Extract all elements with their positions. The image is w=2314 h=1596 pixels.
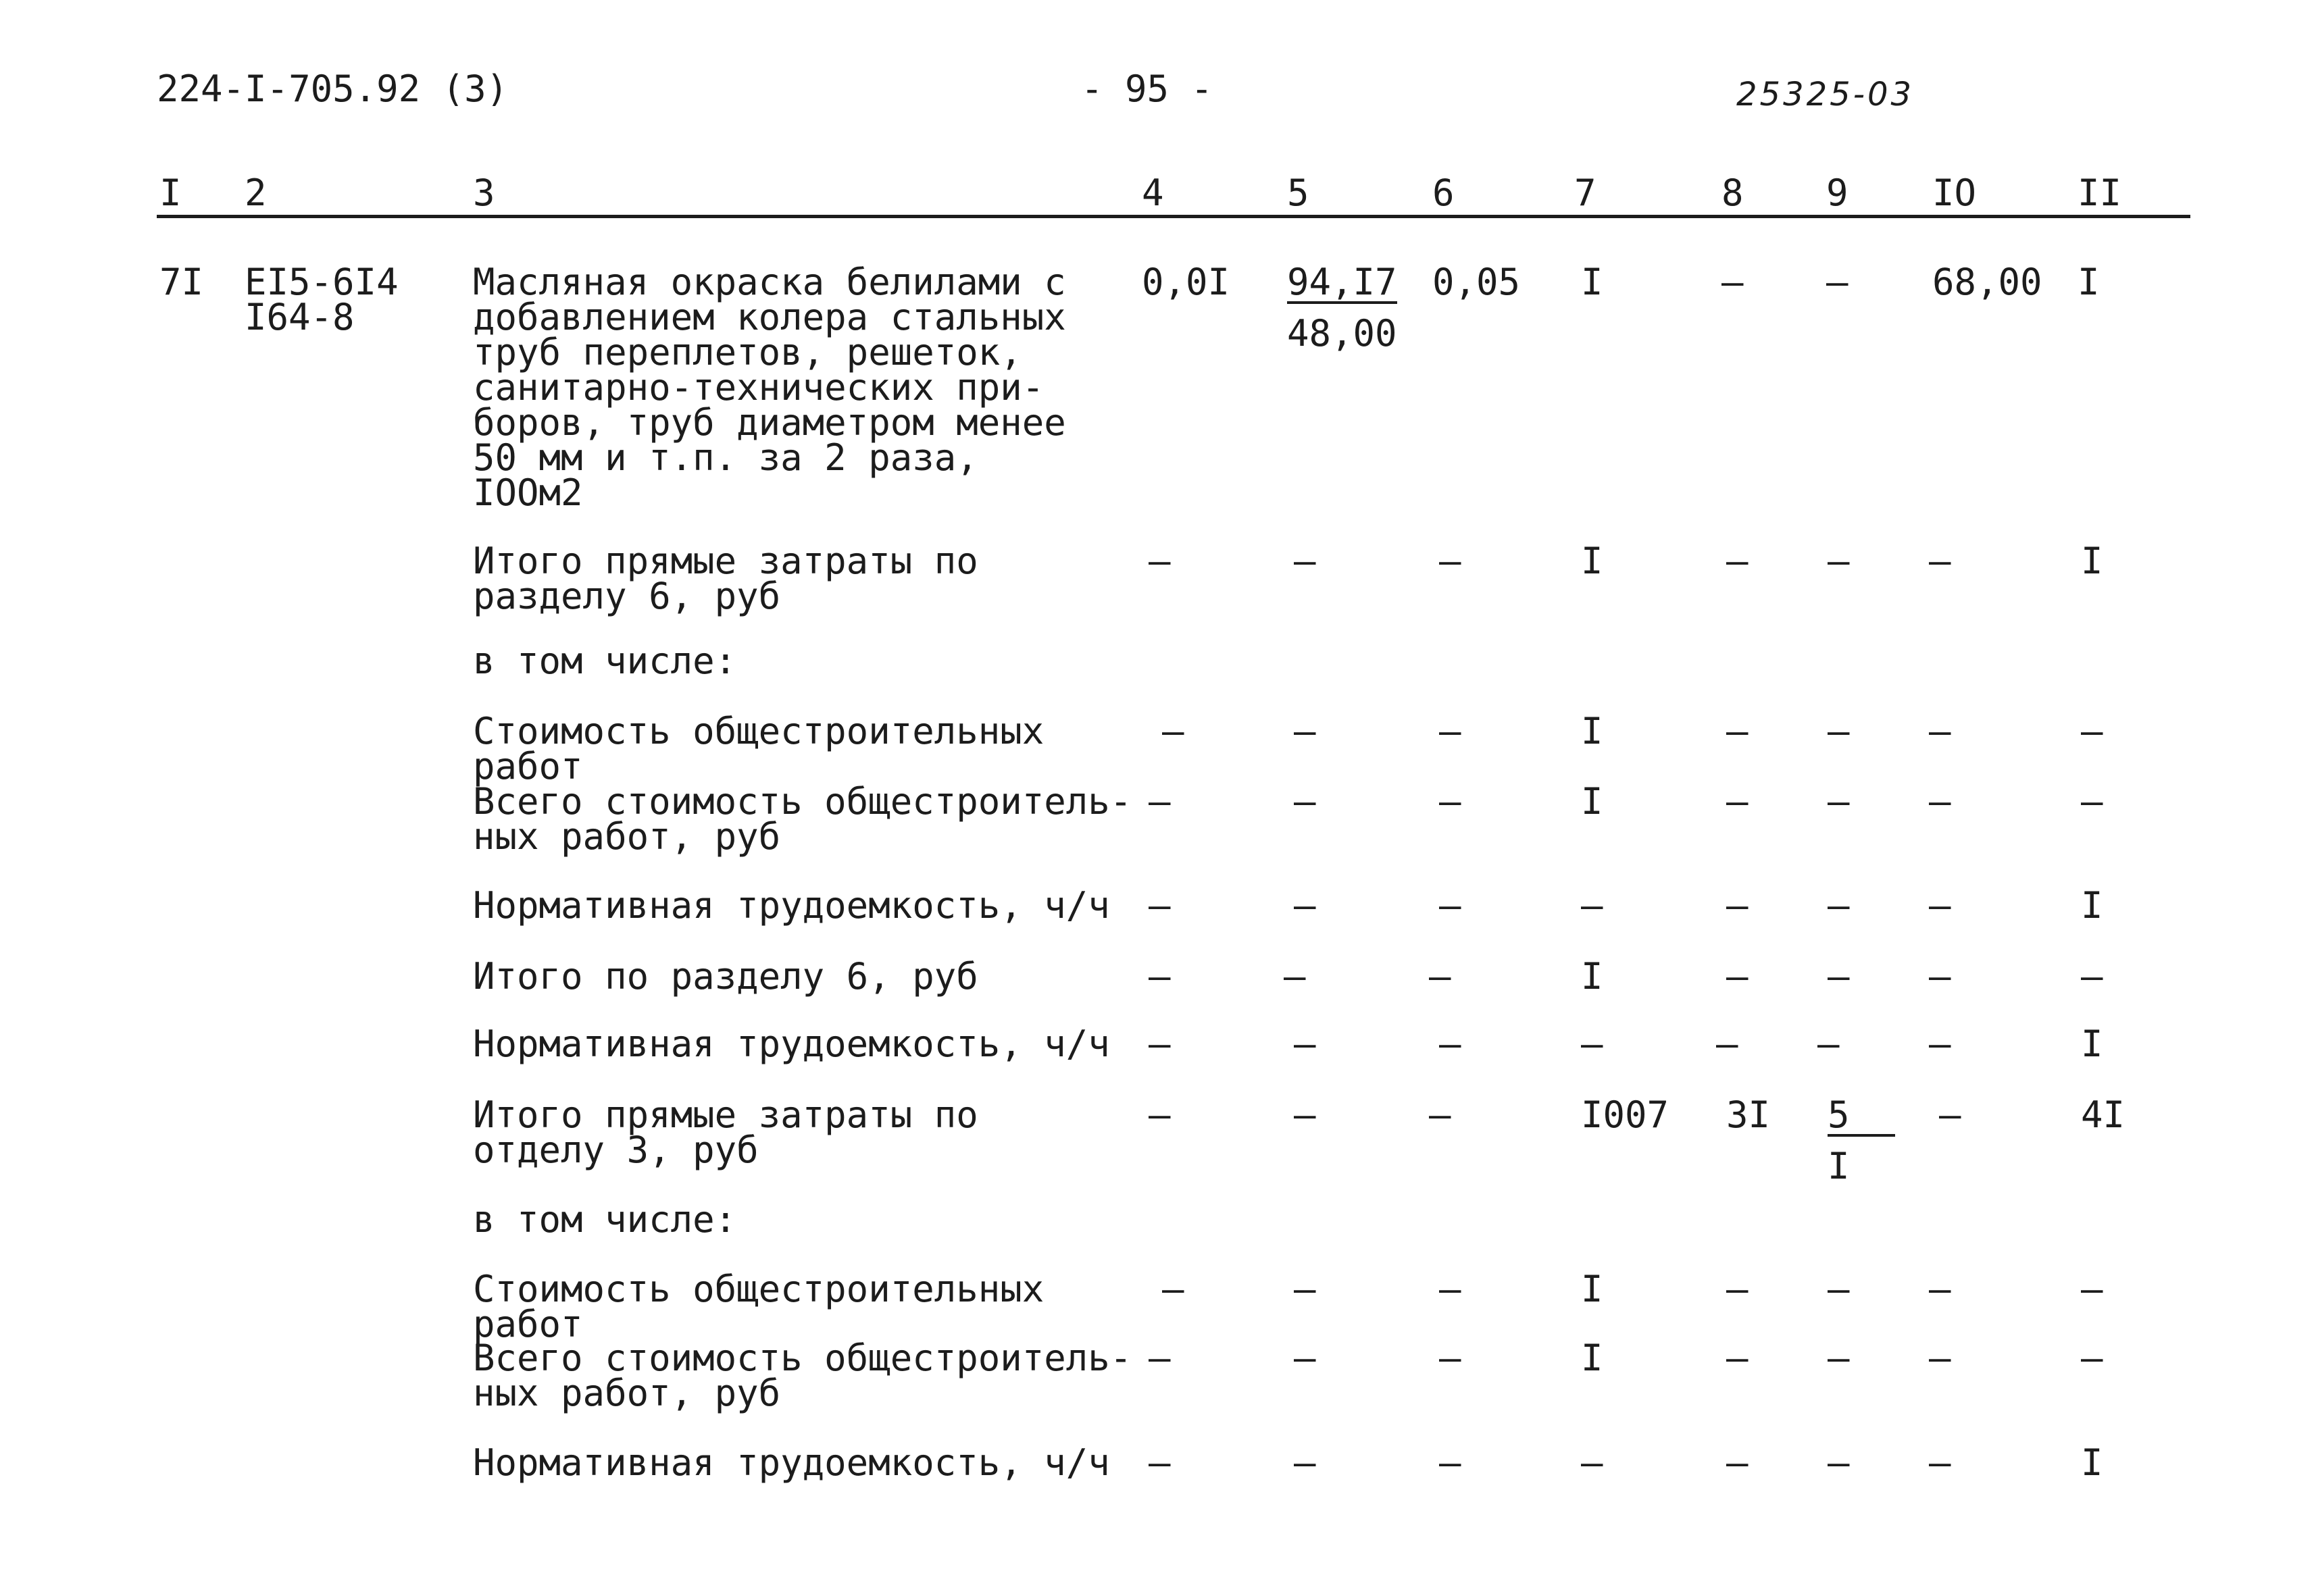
cell-c7: – [1581,884,1603,927]
cell-c8: – [1716,1023,1738,1065]
cell-c10: – [1929,1337,1951,1379]
cell-c8: 3I [1726,1093,1771,1136]
cell-c11: I [2078,261,2100,303]
row-subheading: в том числе: [473,640,737,682]
column-header-6: 6 [1432,172,1455,214]
row-description: Нормативная трудоемкость, ч/ч [473,884,1110,927]
cell-c5: – [1294,710,1316,752]
cell-c8: – [1726,540,1749,582]
cell-c9: – [1828,1268,1850,1310]
cell-c4: – [1149,1093,1171,1136]
cell-c6: – [1439,1023,1461,1065]
cell-c6: – [1439,1337,1461,1379]
row-subheading: в том числе: [473,1198,737,1241]
cell-c4: – [1149,540,1171,582]
cell-c5: – [1294,1093,1316,1136]
page-number: - 95 - [1081,68,1213,110]
cell-c6: – [1429,955,1451,998]
cell-c8: – [1726,710,1749,752]
cell-c8: – [1721,261,1744,303]
cell-c9: – [1828,710,1850,752]
cell-c5: – [1294,780,1316,823]
cell-c5-denominator: 48,00 [1287,312,1397,355]
row-description: Масляная окраска белилами с добавлением колера стальных труб переплетов, решеток, санитарно-технических при- боров, труб диаметром менее 50 мм и т.п. за 2 раза, IOOм2 [473,261,1066,514]
cell-c8: – [1726,955,1749,998]
header-rule [157,215,2190,218]
cell-c5-numerator: 94,I7 [1287,261,1397,303]
cell-c9: – [1828,1337,1850,1379]
cell-c11: 4I [2081,1093,2126,1136]
cell-c7: I [1581,955,1603,998]
cell-c9: – [1828,1441,1850,1484]
cell-c9: – [1826,261,1848,303]
cell-c4: – [1149,955,1171,998]
cell-c11: I [2081,1023,2103,1065]
cell-c7: I [1581,780,1603,823]
column-header-8: 8 [1721,172,1744,214]
cell-c9: – [1828,955,1850,998]
cell-c6: – [1439,710,1461,752]
cell-c8: – [1726,1268,1749,1310]
cell-c7: I [1581,540,1603,582]
cell-c5: – [1294,1441,1316,1484]
cell-c9-fraction [1828,1093,1895,1187]
cell-c6: – [1429,1093,1451,1136]
row-description: Стоимость общестроительных работ [473,710,1045,788]
cell-c7: I [1581,1337,1603,1379]
cell-c4: – [1149,884,1171,927]
cell-c7: – [1581,1023,1603,1065]
column-header-3: 3 [473,172,495,214]
cell-c4: – [1149,1023,1171,1065]
cell-c7: I [1581,261,1603,303]
column-header-5: 5 [1287,172,1309,214]
column-header-9: 9 [1826,172,1848,214]
cell-c10: – [1929,1023,1951,1065]
cell-c6: – [1439,1268,1461,1310]
cell-c10: – [1929,955,1951,998]
cell-c11: I [2081,884,2103,927]
cell-c9: – [1828,540,1850,582]
cell-c5: – [1294,1337,1316,1379]
cell-c10: – [1929,540,1951,582]
cell-c9-denominator: I [1828,1145,1850,1187]
cell-c5: – [1294,1268,1316,1310]
column-header-4: 4 [1142,172,1164,214]
cell-c11: – [2081,780,2103,823]
cell-c8: – [1726,1441,1749,1484]
cell-c9: – [1828,780,1850,823]
cell-c11: – [2081,955,2103,998]
cell-c10: 68,00 [1932,261,2042,303]
row-description: Нормативная трудоемкость, ч/ч [473,1023,1110,1065]
cell-c6: – [1439,1441,1461,1484]
cell-c7: I [1581,1268,1603,1310]
cell-c5: – [1294,1023,1316,1065]
row-code: EI5-6I4 I64-8 [245,261,399,338]
row-description: Всего стоимость общестроитель- ных работ, руб [473,1337,1132,1414]
cell-c4: – [1149,1337,1171,1379]
cell-c10: – [1929,1441,1951,1484]
cell-c5: – [1294,884,1316,927]
cell-c6: 0,05 [1432,261,1521,303]
cell-c4: – [1162,1268,1184,1310]
cell-c4: 0,0I [1142,261,1230,303]
cell-c9: – [1828,884,1850,927]
column-header-1: I [159,172,182,214]
row-description: Итого прямые затраты по разделу 6, руб [473,540,978,617]
cell-c11: I [2081,1441,2103,1484]
column-header-7: 7 [1574,172,1596,214]
row-description: Всего стоимость общестроитель- ных работ, руб [473,780,1132,858]
cell-c5: – [1284,955,1306,998]
cell-c7: I [1581,710,1603,752]
cell-c11: – [2081,1268,2103,1310]
cell-c11: – [2081,710,2103,752]
cell-c9: – [1817,1023,1840,1065]
cell-c8: – [1726,884,1749,927]
cell-c4: – [1149,780,1171,823]
cell-c4: – [1162,710,1184,752]
cell-c4: – [1149,1441,1171,1484]
row-number: 7I [159,261,204,303]
cell-c11: – [2081,1337,2103,1379]
cell-c6: – [1439,540,1461,582]
cell-c5: – [1294,540,1316,582]
cell-c10: – [1929,780,1951,823]
cell-c8: – [1726,1337,1749,1379]
row-description: Итого прямые затраты по отделу 3, руб [473,1093,978,1171]
cell-c10: – [1939,1093,1961,1136]
cell-c10: – [1929,1268,1951,1310]
cell-c9-numerator: 5 [1828,1098,1895,1137]
cell-c10: – [1929,710,1951,752]
cell-c7: I007 [1581,1093,1669,1136]
column-header-10: IO [1932,172,1977,214]
cell-c5-fraction [1287,261,1397,355]
cell-c7: – [1581,1441,1603,1484]
column-header-11: II [2078,172,2122,214]
cell-c8: – [1726,780,1749,823]
row-description: Стоимость общестроительных работ [473,1268,1045,1345]
cell-c6: – [1439,780,1461,823]
cell-c10: – [1929,884,1951,927]
doc-code: 224-I-705.92 (3) [157,68,509,110]
column-header-2: 2 [245,172,267,214]
row-description: Итого по разделу 6, руб [473,955,978,998]
cell-c6: – [1439,884,1461,927]
inventory-number: 25325-03 [1736,76,1915,113]
cell-c11: I [2081,540,2103,582]
row-description: Нормативная трудоемкость, ч/ч [473,1441,1110,1484]
